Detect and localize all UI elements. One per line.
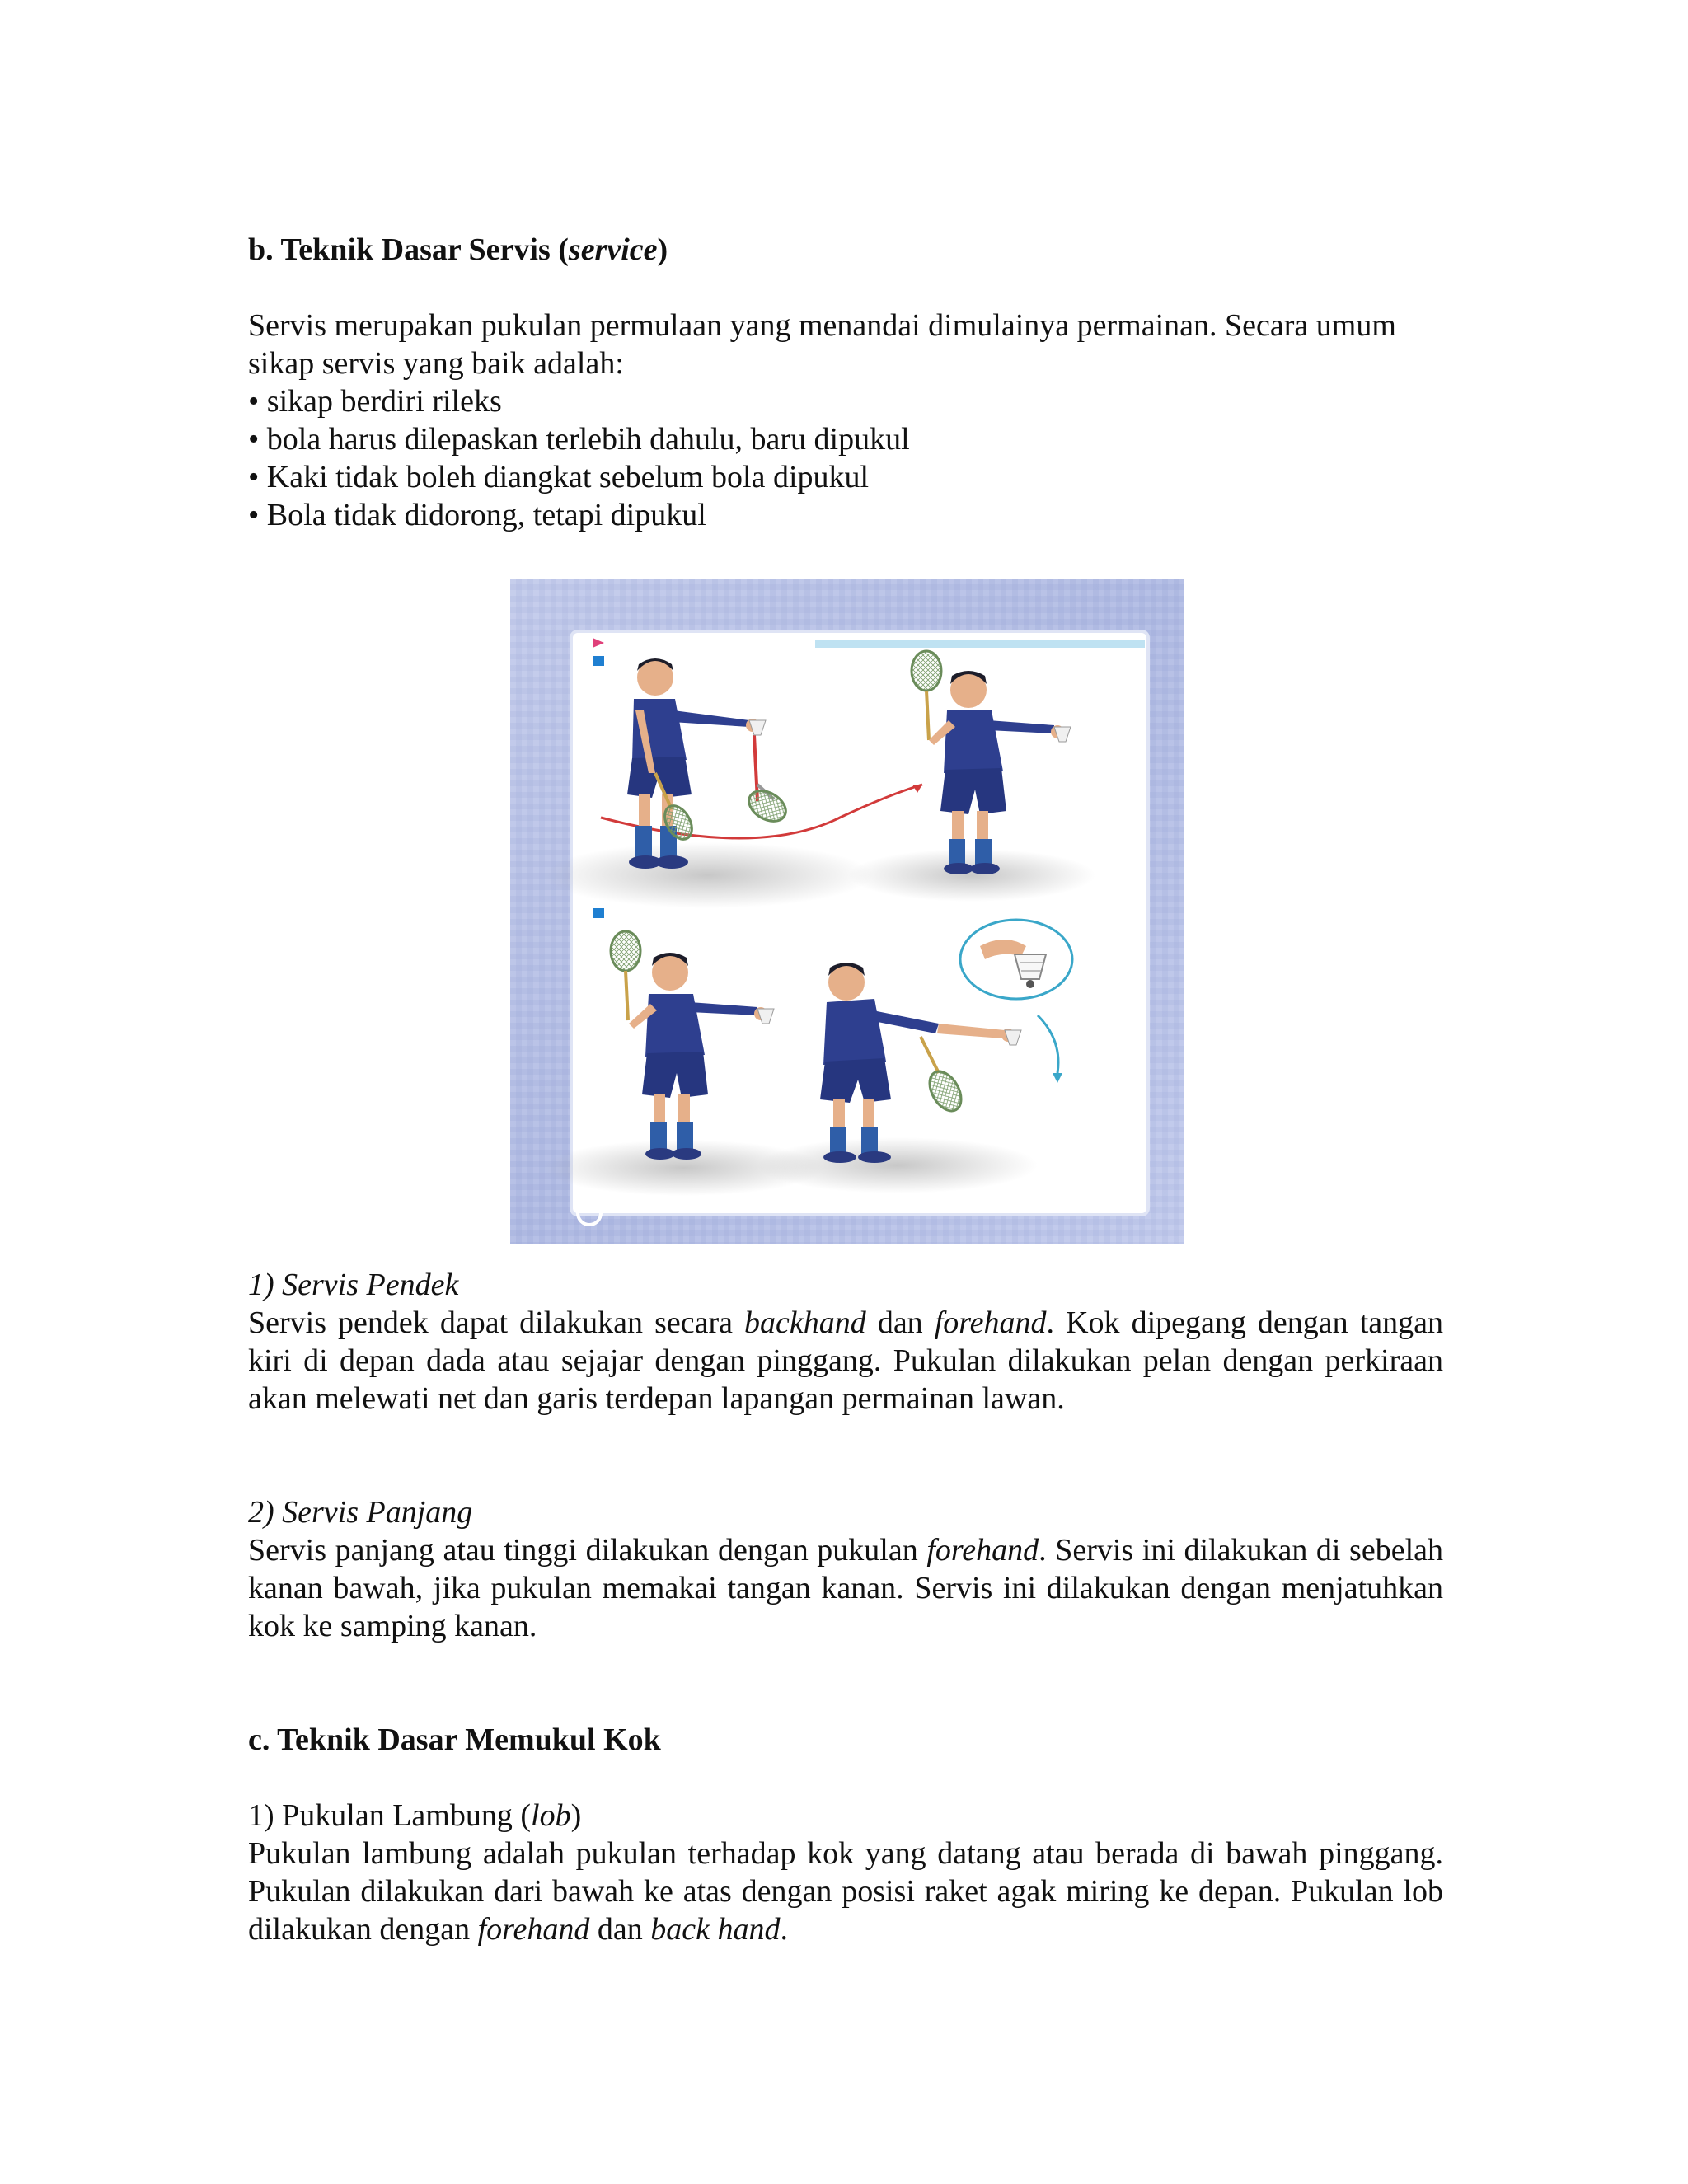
- long-serve-title: 2) Servis Panjang: [248, 1495, 473, 1530]
- list-item: • sikap berdiri rileks: [248, 384, 502, 419]
- lob-paragraph: Pukulan lambung adalah pukulan terhadap kok yang datang atau berada di bawah pinggang. Pukulan dilakukan dari bawah ke atas dengan posisi raket agak miring ke depan. Pukulan lob dilakukan dengan forehand dan back hand.: [248, 1836, 1443, 1947]
- short-serve-title: 1) Servis Pendek: [248, 1268, 459, 1302]
- heading-italic-term: service: [568, 232, 658, 267]
- lob-title: 1) Pukulan Lambung (lob): [248, 1798, 582, 1833]
- section-b-intro: Servis merupakan pukulan permulaan yang menandai dimulainya permainan. Secara umum sikap servis yang baik adalah:: [248, 308, 1396, 381]
- list-item: • Bola tidak didorong, tetapi dipukul: [248, 498, 706, 532]
- serve-posture-list: [248, 382, 1443, 534]
- list-item: • bola harus dilepaskan terlebih dahulu, baru dipukul: [248, 422, 910, 457]
- section-b-heading: [248, 231, 1443, 269]
- marker-square-icon: [593, 656, 604, 666]
- heading-text-end: ): [657, 232, 668, 267]
- serve-illustration: [510, 579, 1184, 1244]
- serve-illustration-svg: [510, 579, 1184, 1244]
- heading-text: b. Teknik Dasar Servis (: [248, 232, 569, 267]
- shuttle-grip-inset: [960, 920, 1072, 999]
- short-serve-paragraph: Servis pendek dapat dilakukan secara backhand dan forehand. Kok dipegang dengan tangan kiri di depan dada atau sejajar dengan pinggang. Pukulan dilakukan pelan dengan perkiraan akan melewati net dan garis terdepan lapangan permainan lawan.: [248, 1305, 1443, 1416]
- accent-bar: [815, 640, 1145, 648]
- section-c-heading: c. Teknik Dasar Memukul Kok: [248, 1722, 661, 1757]
- marker-square-icon: [593, 908, 604, 918]
- list-item: • Kaki tidak boleh diangkat sebelum bola dipukul: [248, 460, 870, 494]
- long-serve-paragraph: Servis panjang atau tinggi dilakukan dengan pukulan forehand. Servis ini dilakukan di sebelah kanan bawah, jika pukulan memakai tangan kanan. Servis ini dilakukan dengan menjatuhkan kok ke samping kanan.: [248, 1533, 1444, 1643]
